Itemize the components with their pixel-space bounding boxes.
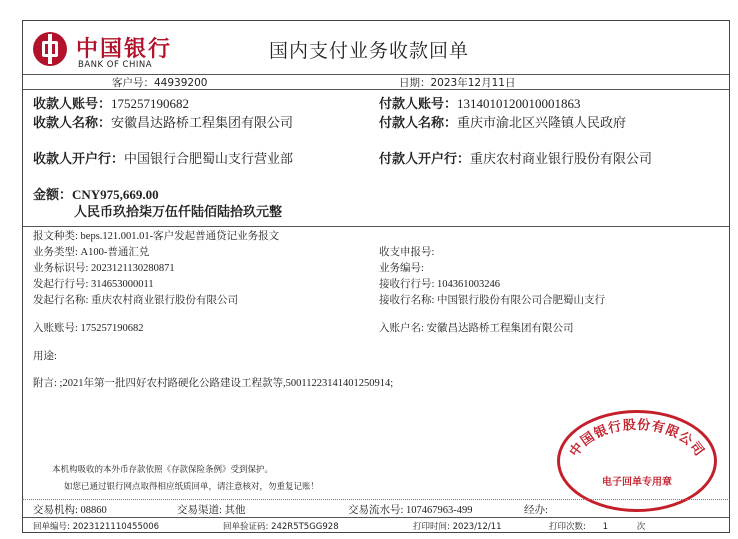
footer-org: 交易机构: 08860 — [33, 505, 107, 516]
credit-account: 入账账号: 175257190682 — [33, 323, 144, 334]
footer-handler: 经办: — [524, 505, 548, 516]
receipt-declaration-no: 收支申报号: — [379, 247, 435, 258]
payee-name: 收款人名称：安徽昌达路桥工程集团有限公司 — [33, 115, 294, 130]
bank-logo-icon — [33, 32, 67, 66]
footer-receipt-no: 回单编号: 2023121110455006 — [33, 522, 160, 532]
recv-bank-name: 接收行名称: 中国银行股份有限公司合肥蜀山支行 — [379, 295, 606, 306]
origin-bank-name: 发起行名称: 重庆农村商业银行股份有限公司 — [33, 295, 239, 306]
origin-bank-no: 发起行行号: 314653000011 — [33, 279, 154, 290]
stamp-bottom-text: 电子回单专用章 — [602, 477, 672, 488]
footer-channel: 交易渠道: 其他 — [177, 505, 246, 516]
biz-no: 业务编号: — [379, 263, 424, 274]
electronic-receipt-stamp — [557, 410, 717, 512]
payee-account: 收款人账号：175257190682 — [33, 96, 190, 111]
bank-name: 中国银行 — [76, 36, 173, 61]
footer-verify-code: 回单验证码: 242R5T5GG928 — [223, 522, 339, 532]
credit-name: 入账户名: 安徽昌达路桥工程集团有限公司 — [379, 323, 574, 334]
payee-bank: 收款人开户行：中国银行合肥蜀山支行营业部 — [33, 151, 294, 166]
stamp-top-text: 中国银行股份有限公司 — [567, 417, 707, 460]
svg-text:中国银行股份有限公司 — [566, 417, 707, 460]
amount-words: 人民币玖拾柒万伍仟陆佰陆拾玖元整 — [74, 204, 283, 219]
bank-name-en: BANK OF CHINA — [78, 60, 153, 70]
footer-print-count: 打印次数: 1 次 — [549, 522, 646, 532]
page-title: 国内支付业务收款回单 — [269, 41, 470, 62]
customer-no: 客户号：44939200 — [112, 77, 208, 89]
footer-serial: 交易流水号: 107467963-499 — [348, 505, 473, 516]
remark: 附言: ;2021年第一批四好农村路硬化公路建设工程款等,50011223141401250914; — [33, 378, 394, 389]
payer-name: 付款人名称：重庆市渝北区兴隆镇人民政府 — [379, 115, 627, 130]
receipt-date: 日期：2023年12月11日 — [399, 77, 516, 89]
biz-id: 业务标识号: 2023121130280871 — [33, 263, 175, 274]
payer-account: 付款人账号：1314010120010001863 — [379, 96, 581, 111]
notice-line-1: 本机构吸收的本外币存款依照《存款保险条例》受到保护。 — [52, 465, 274, 475]
notice-line-2: 如您已通过银行网点取得相应纸质回单，请注意核对，勿重复记账！ — [64, 482, 320, 492]
msg-type: 报文种类: beps.121.001.01-客户发起普通贷记业务报文 — [33, 231, 280, 242]
biz-type: 业务类型: A100-普通汇兑 — [33, 247, 150, 258]
recv-bank-no: 接收行行号: 104361003246 — [379, 279, 501, 290]
footer-print-time: 打印时间: 2023/12/11 — [413, 522, 502, 532]
payer-bank: 付款人开户行：重庆农村商业银行股份有限公司 — [379, 151, 653, 166]
purpose: 用途: — [33, 351, 57, 362]
amount: 金额：CNY975,669.00 — [33, 187, 159, 202]
